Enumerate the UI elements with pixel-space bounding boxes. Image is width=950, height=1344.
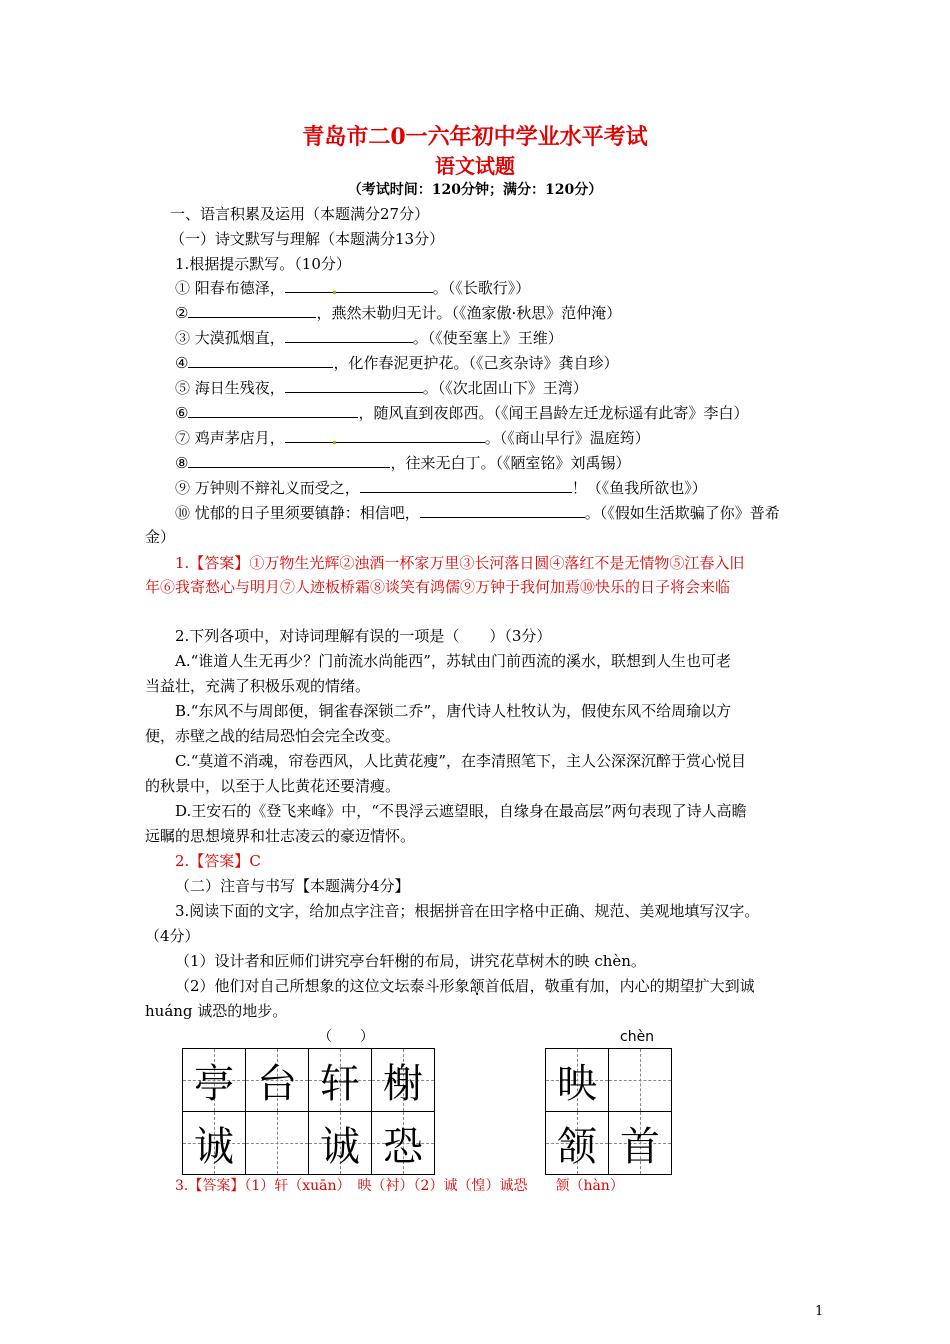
subsection-heading: （一）诗文默写与理解（本题满分13分）: [170, 230, 445, 248]
answer-blank[interactable]: [285, 278, 433, 293]
q1-item-2: ② ，燕然未勒归无计。（《渔家傲·秋思》范仲淹）: [175, 304, 622, 322]
q2-option-c: C.“莫道不消魂，帘卷西风，人比黄花瘦”，在李清照笔下，主人公深深沉醉于赏心悦目: [175, 752, 747, 770]
q2-option-c-cont: 的秋景中，以至于人比黄花还要清瘦。: [145, 777, 401, 795]
q1-item-4: ④ ，化作春泥更护花。（《己亥杂诗》龚自珍）: [175, 354, 619, 372]
answer-blank[interactable]: [285, 328, 413, 343]
q1-item-8: ⑧ ，往来无白丁。（《陋室铭》刘禹锡）: [175, 454, 631, 472]
grid-cell[interactable]: 亭: [183, 1049, 246, 1112]
q2-option-a: A.“谁道人生无再少？门前流水尚能西”，苏轼由门前西流的溪水，联想到人生也可老: [175, 652, 731, 670]
q3-sentence-2-cont: huáng 诚恐的地步。: [145, 1002, 288, 1020]
q2-option-d-cont: 远瞩的思想境界和壮志凌云的豪迈情怀。: [145, 827, 416, 845]
q2-option-b: B.“东风不与周郎便，铜雀春深锁二乔”，唐代诗人杜牧认为，假使东风不给周瑜以方: [175, 702, 732, 720]
pinyin-label: chèn: [620, 1029, 655, 1045]
question-3-prompt: 3.阅读下面的文字，给加点字注音；根据拼音在田字格中正确、规范、美观地填写汉字。: [175, 902, 760, 920]
grid-cell[interactable]: 恐: [372, 1112, 435, 1175]
q1-item-5: ⑤ 海日生残夜， 。（《次北固山下》王湾）: [175, 379, 588, 397]
q1-item-9: ⑨ 万钟则不辩礼义而受之， ！（《鱼我所欲也》）: [175, 479, 707, 497]
page-title: 青岛市二0一六年初中学业水平考试: [302, 124, 648, 150]
answer-blank[interactable]: [285, 428, 485, 443]
q2-option-a-cont: 当益壮，充满了积极乐观的情绪。: [145, 677, 371, 695]
answer-blank[interactable]: [188, 403, 358, 418]
q1-item-1: ① 阳春布德泽， 。（《长歌行》）: [175, 279, 531, 297]
q1-item-10-wrap: 金）: [145, 528, 176, 546]
tianzige-grid-left: [182, 1048, 435, 1175]
exam-info: （考试时间：120分钟；满分：120分）: [347, 182, 603, 198]
page-number: 1: [815, 1304, 824, 1319]
q1-answer: 1.【答案】①万物生光辉②浊酒一杯家万里③长河落日圆④落红不是无情物⑤江春入旧: [175, 554, 745, 572]
q1-item-7: ⑦ 鸡声茅店月， 。（《商山早行》温庭筠）: [175, 429, 650, 447]
answer-blank[interactable]: [188, 453, 390, 468]
q1-item-3: ③ 大漠孤烟直， 。（《使至塞上》王维）: [175, 329, 563, 347]
grid-cell-blank[interactable]: [609, 1049, 672, 1112]
q3-sentence-2: （2）他们对自己所想象的这位文坛泰斗形象颔首低眉，敬重有加，内心的期望扩大到诚: [175, 977, 755, 995]
answer-blank[interactable]: [188, 303, 316, 318]
grid-cell[interactable]: 诚: [309, 1112, 372, 1175]
grid-cell[interactable]: 榭: [372, 1049, 435, 1112]
q1-item-10: ⑩ 忧郁的日子里须要镇静：相信吧， 。（《假如生活欺骗了你》普希: [175, 504, 780, 522]
answer-blank[interactable]: [285, 378, 423, 393]
answer-blank[interactable]: [420, 503, 585, 518]
subsection-heading-2: （二）注音与书写【本题满分4分】: [175, 877, 410, 895]
answer-blank[interactable]: [188, 353, 333, 368]
q1-answer-cont: 年⑥我寄愁心与明月⑦人迹板桥霜⑧谈笑有鸿儒⑨万钟于我何加焉⑩快乐的日子将会来临: [145, 578, 731, 596]
q2-option-b-cont: 便，赤壁之战的结局恐怕会完全改变。: [145, 727, 401, 745]
tianzige-grid-right: [545, 1048, 672, 1175]
answer-blank[interactable]: [360, 478, 572, 493]
grid-cell[interactable]: 颔: [546, 1112, 609, 1175]
pinyin-answer-blank[interactable]: （ ）: [318, 1029, 374, 1045]
q2-option-d: D.王安石的《登飞来峰》中，“不畏浮云遮望眼，自缘身在最高层”两句表现了诗人高瞻: [175, 802, 747, 820]
q1-item-6: ⑥ ，随风直到夜郎西。（《闻王昌龄左迁龙标遥有此寄》李白）: [175, 404, 749, 422]
question-3-prompt-cont: （4分）: [145, 927, 200, 945]
q2-answer: 2.【答案】C: [175, 852, 261, 870]
grid-cell[interactable]: 台: [246, 1049, 309, 1112]
grid-cell-blank[interactable]: [246, 1112, 309, 1175]
grid-cell[interactable]: 轩: [309, 1049, 372, 1112]
question-2-prompt: 2.下列各项中，对诗词理解有误的一项是（ ）（3分）: [175, 627, 552, 645]
page-subtitle: 语文试题: [435, 154, 515, 178]
section-heading: 一、语言积累及运用（本题满分27分）: [170, 205, 430, 223]
grid-cell[interactable]: 映: [546, 1049, 609, 1112]
grid-cell[interactable]: 首: [609, 1112, 672, 1175]
grid-cell[interactable]: 诚: [183, 1112, 246, 1175]
q3-sentence-1: （1）设计者和匠师们讲究亭台轩榭的布局，讲究花草树木的映 chèn。: [175, 952, 646, 970]
q3-answer: 3.【答案】（1）轩（xuān） 映（衬）（2）诚（惶）诚恐 颔（hàn）: [175, 1178, 624, 1194]
question-1-prompt: 1.根据提示默写。（10分）: [175, 255, 351, 273]
